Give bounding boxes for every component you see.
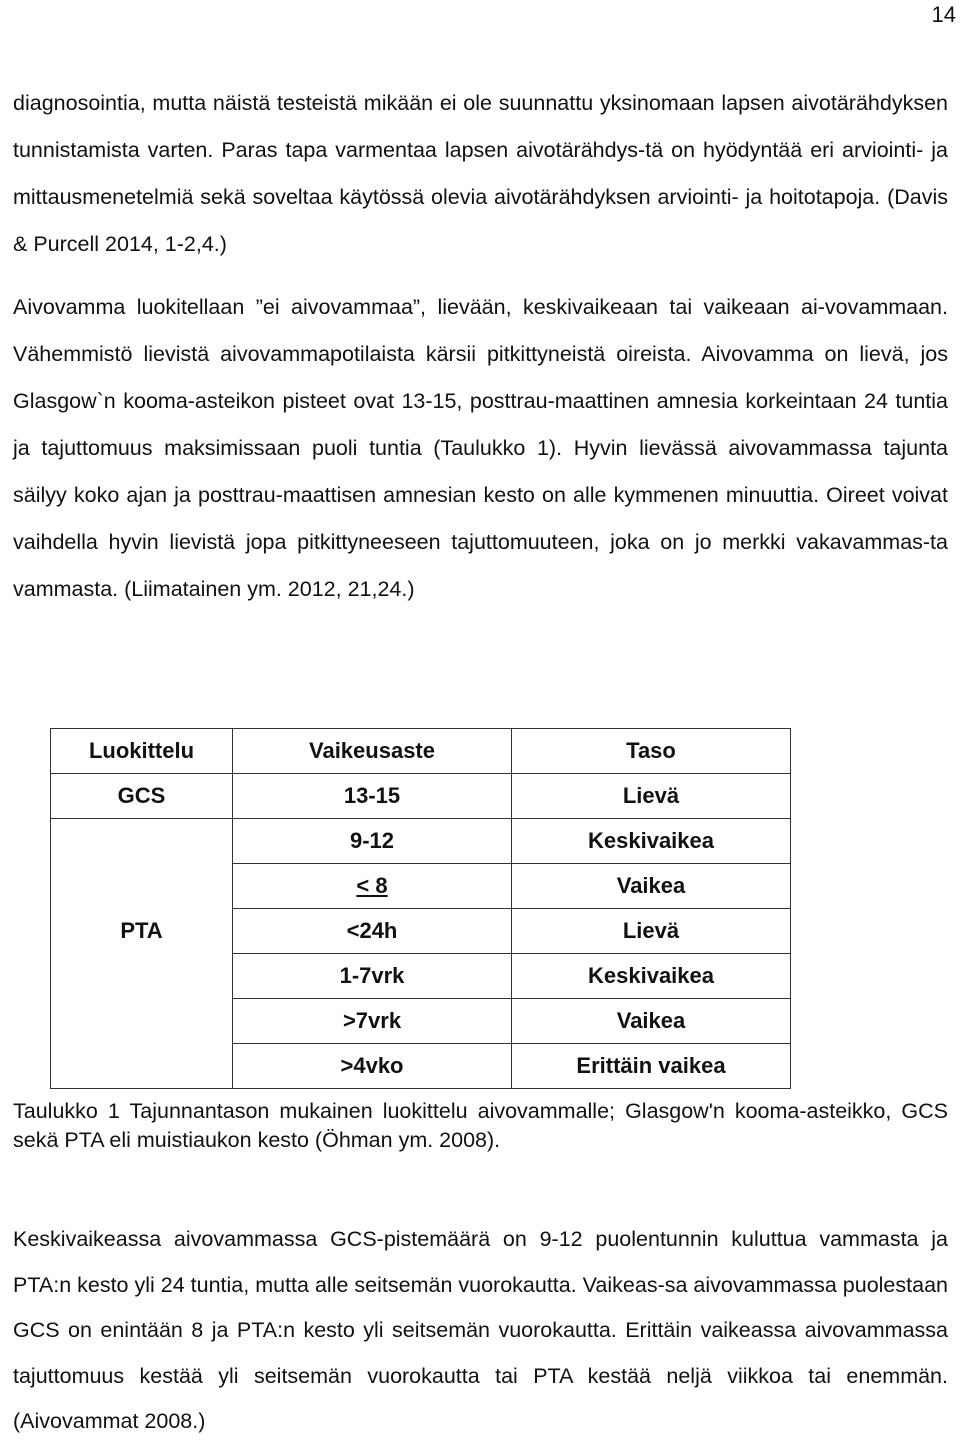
table-cell-level: Lievä <box>512 909 791 954</box>
table-cell-severity: < 8 <box>233 864 512 909</box>
table-cell-level: Vaikea <box>512 999 791 1044</box>
table-row <box>51 864 791 909</box>
paragraph-intro: diagnosointia, mutta näistä testeistä mikään ei ole suunnattu yksinomaan lapsen aivotärähdyksen tunnistamista varten. Paras tapa varmentaa lapsen aivotärähdys-tä on hyödyntää eri arviointi- ja mittausmenetelmiä sekä soveltaa käytössä olevia aivotärähdyksen arviointi- ja hoitotapoja. (Davis & Purcell 2014, 1-2,4.) <box>13 91 948 256</box>
table-cell-classification: GCS <box>51 774 233 819</box>
table-header-cell: Taso <box>512 729 791 774</box>
table-row <box>51 774 791 819</box>
table-cell-classification <box>51 954 233 999</box>
table-cell-severity: >7vrk <box>233 999 512 1044</box>
table-cell-classification <box>51 999 233 1044</box>
paragraph-classification: Aivovamma luokitellaan ”ei aivovammaa”, lievään, keskivaikeaan tai vaikeaan ai-vovammaan. Vähemmistö lievistä aivovammapotilaista kärsii pitkittyneistä oireista. Aivovamma on lievä, jos Glasgow`n kooma-asteikon pisteet ovat 13-15, posttrau-maattinen amnesia korkeintaan 24 tuntia ja tajuttomuus maksimissaan puoli tuntia (Taulukko 1). Hyvin lievässä aivovammassa tajunta säilyy koko ajan ja posttrau-maattisen amnesian kesto on alle kymmenen minuuttia. Oireet voivat vaihdella hyvin lievistä jopa pitkittyneeseen tajuttomuuteen, joka on jo merkki vakavammas-ta vammasta. (Liimatainen ym. 2012, 21,24.) <box>13 295 948 601</box>
table-cell-classification <box>51 1044 233 1089</box>
table-cell-classification <box>51 819 233 864</box>
table-cell-severity: >4vko <box>233 1044 512 1089</box>
table-row <box>51 954 791 999</box>
table-caption: Taulukko 1 Tajunnantason mukainen luokittelu aivovammalle; Glasgow'n kooma-asteikko, GCS sekä PTA eli muistiaukon kesto (Öhman ym. 2008). <box>13 1099 948 1152</box>
table-row <box>51 909 791 954</box>
table-row <box>51 999 791 1044</box>
table-cell-severity: <24h <box>233 909 512 954</box>
table-cell-level: Lievä <box>512 774 791 819</box>
table-cell-level: Keskivaikea <box>512 954 791 999</box>
page-number: 14 <box>931 2 956 27</box>
table-cell-level: Vaikea <box>512 864 791 909</box>
table-header-cell: Vaikeusaste <box>233 729 512 774</box>
table-cell-severity: 13-15 <box>233 774 512 819</box>
table-row <box>51 1044 791 1089</box>
table-cell-classification <box>51 864 233 909</box>
table-cell-severity: 9-12 <box>233 819 512 864</box>
table-cell-severity: 1-7vrk <box>233 954 512 999</box>
table-cell-level: Keskivaikea <box>512 819 791 864</box>
table-cell-level: Erittäin vaikea <box>512 1044 791 1089</box>
table-header-row <box>51 729 791 774</box>
paragraph-severity: Keskivaikeassa aivovammassa GCS-pistemäärä on 9-12 puolentunnin kuluttua vammasta ja PTA:n kesto yli 24 tuntia, mutta alle seitsemän vuorokautta. Vaikeas-sa aivovammassa puolestaan GCS on enintään 8 ja PTA:n kesto yli seitsemän vuorokautta. Erittäin vaikeassa aivovammassa tajuttomuus kestää yli seitsemän vuorokautta tai PTA kestää neljä viikkoa tai enemmän. (Aivovammat 2008.) <box>13 1227 948 1433</box>
table-cell-classification: PTA <box>51 909 233 954</box>
classification-table <box>50 728 791 1089</box>
table-header-cell: Luokittelu <box>51 729 233 774</box>
table-row <box>51 819 791 864</box>
